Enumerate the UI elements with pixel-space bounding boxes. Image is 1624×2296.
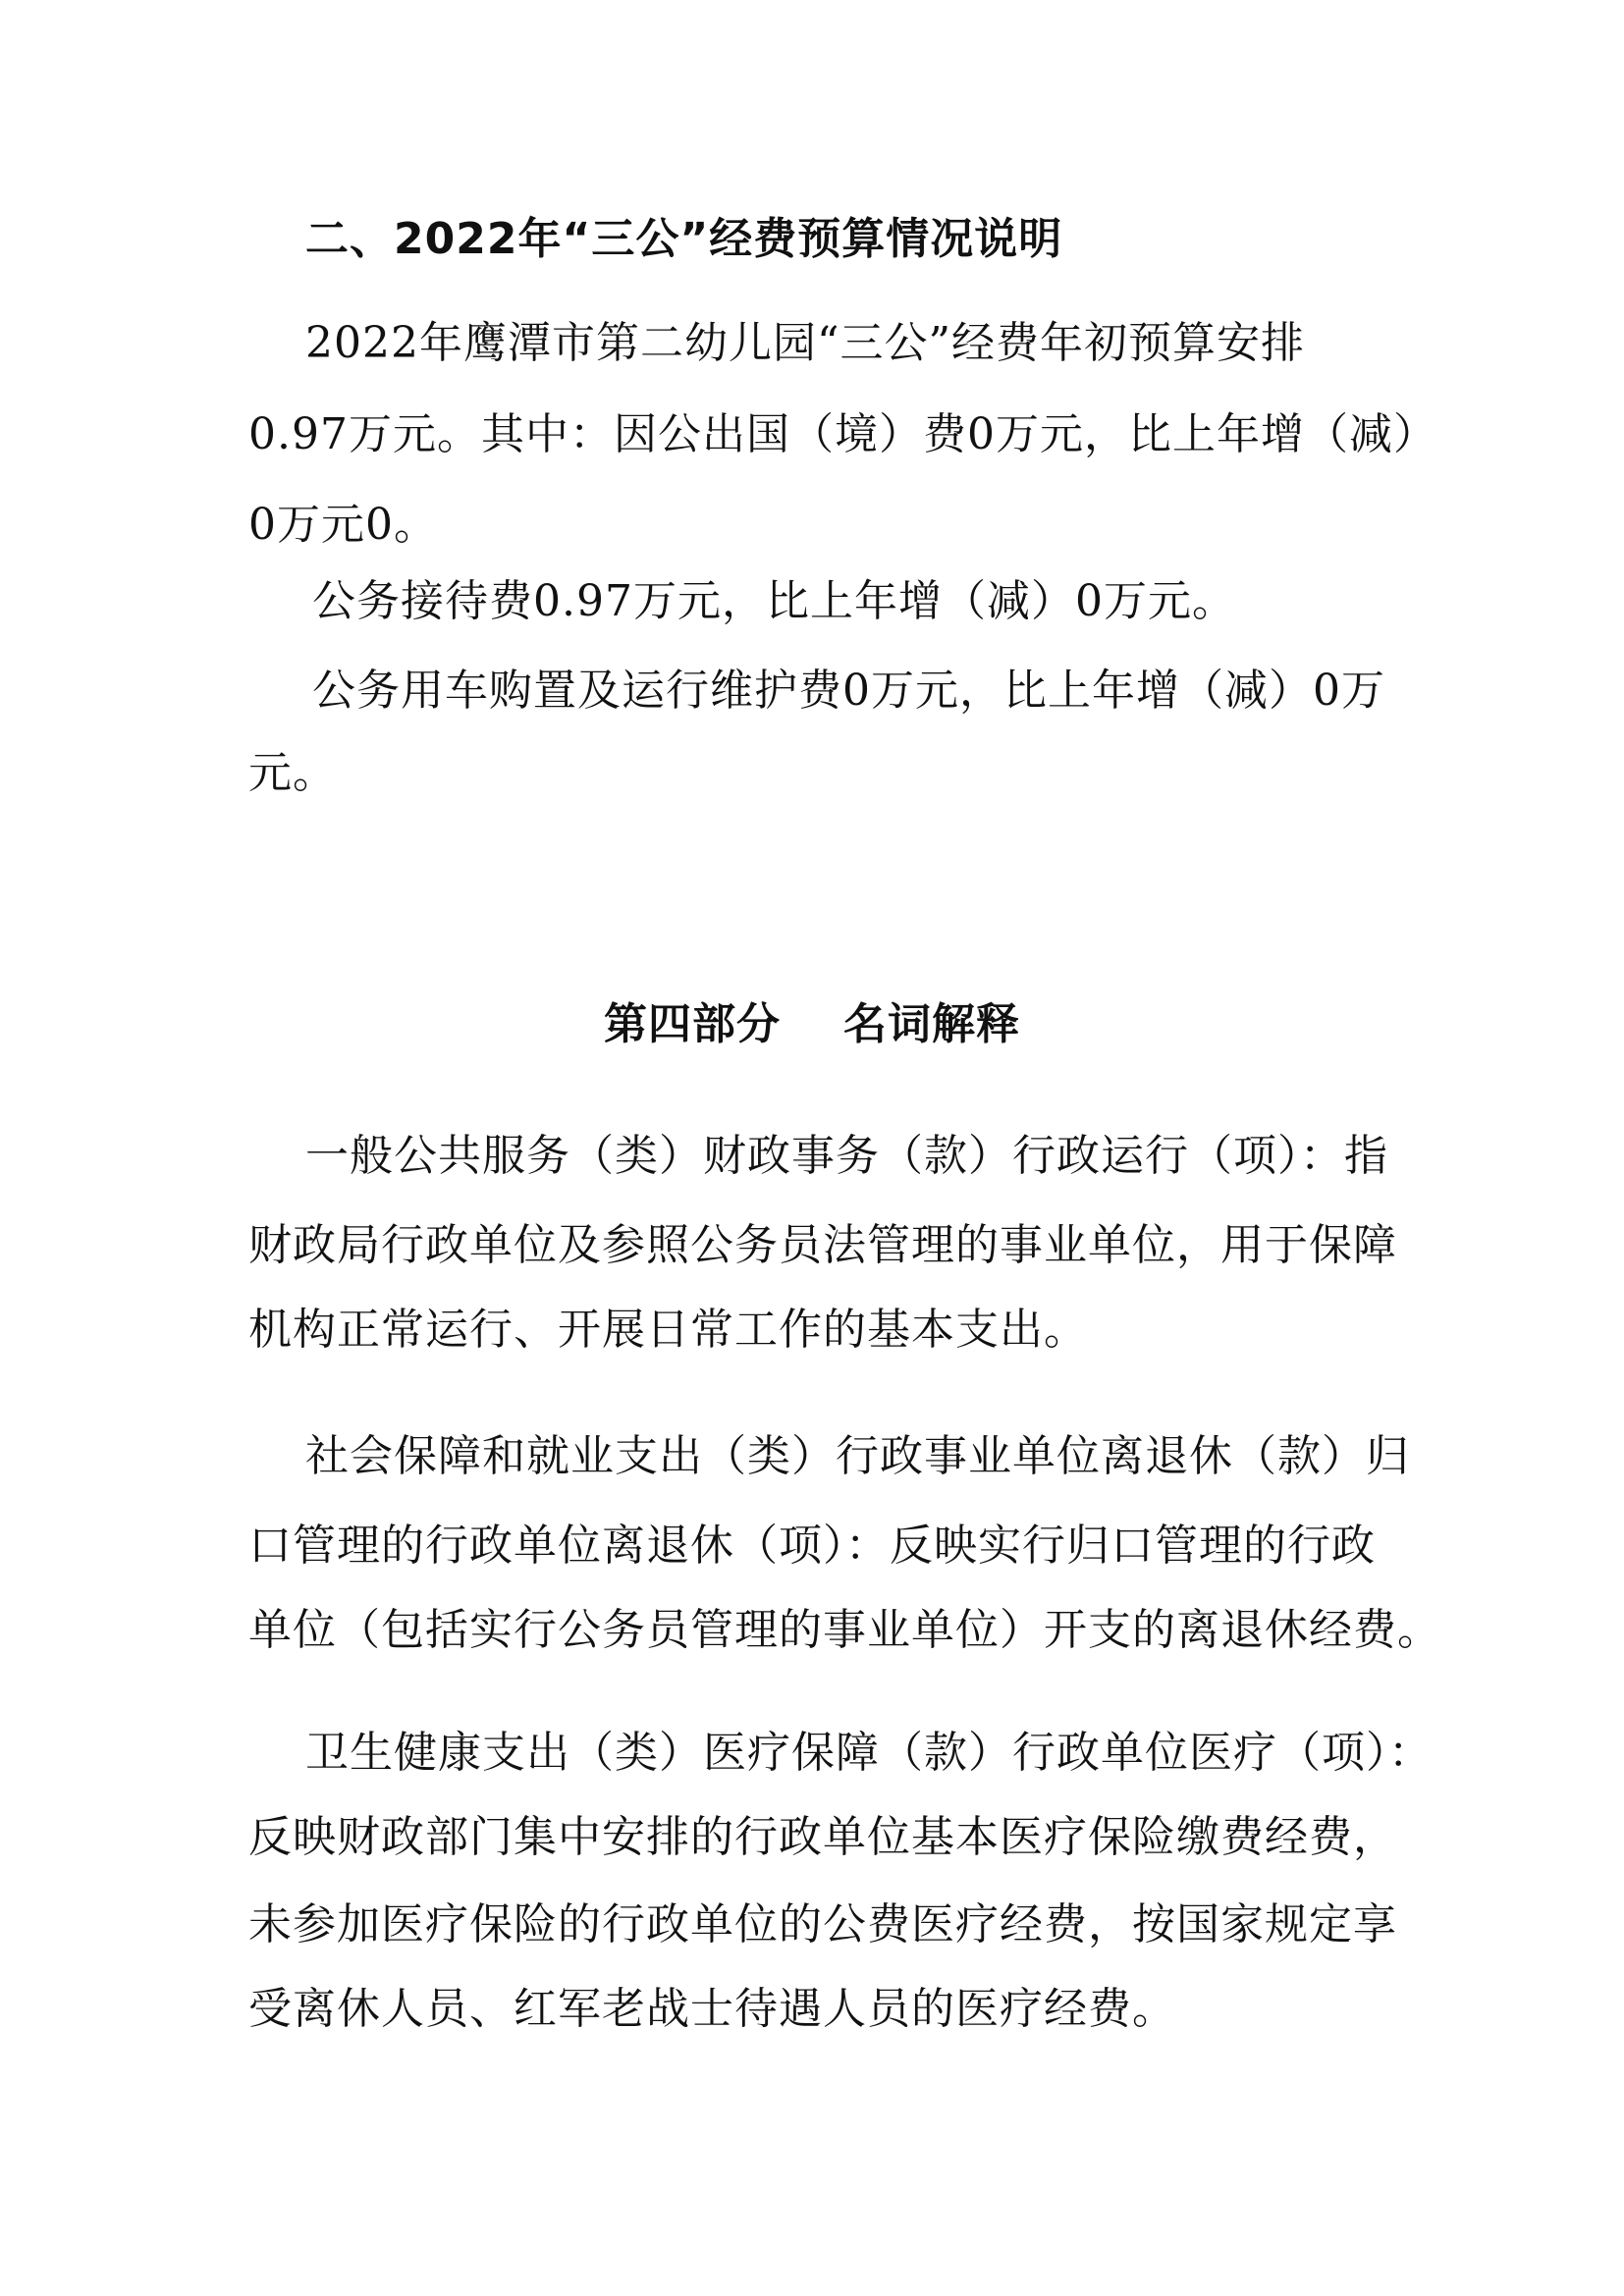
term-line: 卫生健康支出（类）医疗保障（款）行政单位医疗（项）： (305, 1728, 1433, 1778)
paragraph-line: 0万元0。 (248, 500, 438, 550)
part-title (0, 995, 1624, 1054)
paragraph-line: 元。 (248, 748, 337, 798)
part-title-number: 第四部分 (604, 999, 781, 1049)
term-line: 单位（包括实行公务员管理的事业单位）开支的离退休经费。 (248, 1605, 1441, 1655)
term-line: 反映财政部门集中安排的行政单位基本医疗保险缴费经费， (248, 1812, 1397, 1862)
term-line: 社会保障和就业支出（类）行政事业单位离退休（款）归 (305, 1431, 1410, 1481)
term-line: 未参加医疗保险的行政单位的公费医疗经费，按国家规定享 (248, 1899, 1397, 1949)
section-heading: 二、2022年“三公”经费预算情况说明 (305, 214, 1063, 264)
term-line: 受离休人员、红军老战士待遇人员的医疗经费。 (248, 1984, 1176, 2034)
paragraph-line: 0.97万元。其中：因公出国（境）费0万元，比上年增（减） (248, 409, 1437, 459)
paragraph-line: 2022年鹰潭市第二幼儿园“三公”经费年初预算安排 (305, 318, 1305, 368)
term-line: 一般公共服务（类）财政事务（款）行政运行（项）：指 (305, 1131, 1388, 1181)
paragraph-line: 公务接待费0.97万元，比上年增（减）0万元。 (312, 576, 1236, 626)
term-line: 口管理的行政单位离退休（项）：反映实行归口管理的行政 (248, 1521, 1376, 1571)
part-title-name: 名词解释 (843, 999, 1020, 1049)
term-line: 机构正常运行、开展日常工作的基本支出。 (248, 1305, 1088, 1355)
paragraph-line: 公务用车购置及运行维护费0万元，比上年增（减）0万 (312, 666, 1385, 716)
term-line: 财政局行政单位及参照公务员法管理的事业单位，用于保障 (248, 1220, 1397, 1270)
